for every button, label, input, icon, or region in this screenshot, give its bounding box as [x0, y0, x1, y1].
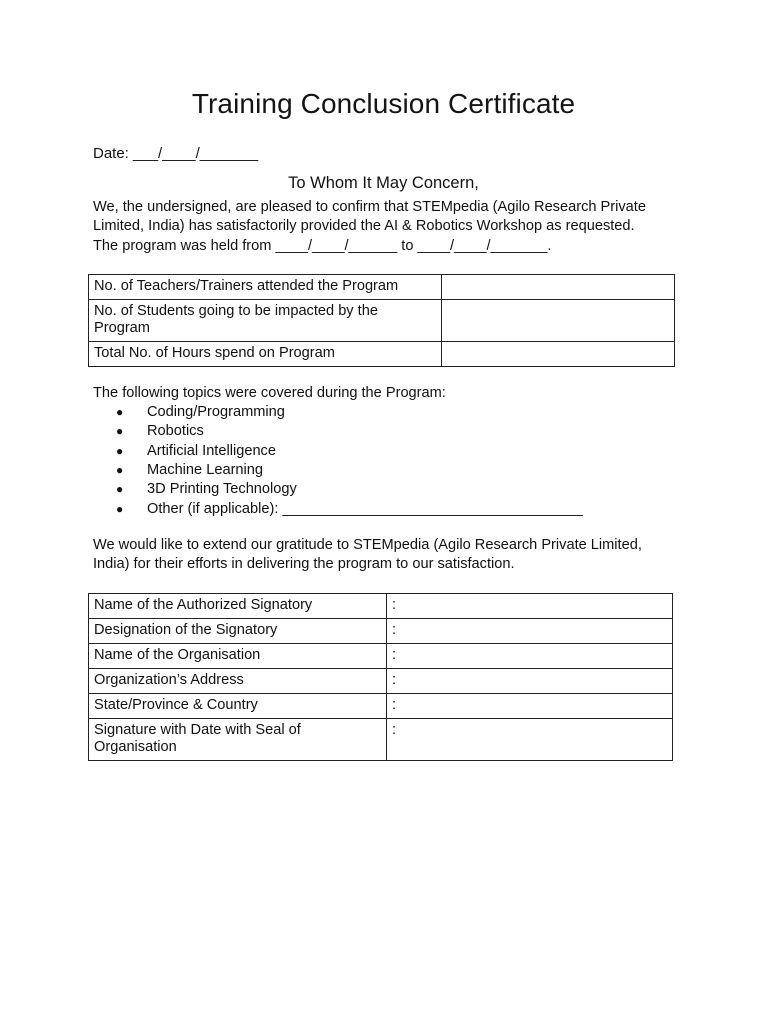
bullet-icon: ●	[116, 482, 124, 497]
bullet-icon: ●	[116, 405, 124, 420]
stats-label-teachers: No. of Teachers/Trainers attended the Program	[89, 274, 442, 299]
gratitude-line: India) for their efforts in delivering the program to our satisfaction.	[93, 556, 515, 573]
list-item	[93, 480, 674, 499]
intro-paragraph	[93, 198, 674, 256]
list-item	[93, 442, 674, 461]
bullet-icon: ●	[116, 443, 124, 458]
program-stats-table	[88, 274, 675, 367]
signatory-value-address[interactable]: :	[387, 668, 673, 693]
signatory-label-address: Organization’s Address	[89, 668, 387, 693]
intro-line: We, the undersigned, are pleased to confirm that STEMpedia (Agilo Research Private	[93, 199, 646, 215]
topic-label: 3D Printing Technology	[147, 481, 297, 498]
stats-label-hours: Total No. of Hours spend on Program	[89, 341, 442, 366]
list-item	[93, 422, 674, 441]
signatory-value-name[interactable]: :	[387, 593, 673, 618]
certificate-title: Training Conclusion Certificate	[191, 88, 576, 119]
list-item	[93, 500, 674, 519]
date-line: Date: ___/____/_______	[93, 145, 259, 162]
table-row	[89, 299, 675, 341]
table-row	[89, 643, 673, 668]
signatory-value-organisation[interactable]: :	[387, 643, 673, 668]
topic-label: Machine Learning	[147, 462, 264, 479]
stats-value-teachers[interactable]	[442, 274, 675, 299]
topic-label: Other (if applicable): _____________________________________	[147, 500, 583, 517]
signatory-label-organisation: Name of the Organisation	[89, 643, 387, 668]
table-row	[89, 593, 673, 618]
table-row	[89, 341, 675, 366]
stats-value-students[interactable]	[442, 299, 675, 341]
topic-label: Coding/Programming	[147, 404, 285, 421]
stats-value-hours[interactable]	[442, 341, 675, 366]
signatory-value-state-country[interactable]: :	[387, 693, 673, 718]
topics-intro: The following topics were covered during the Program:	[93, 384, 446, 401]
table-row	[89, 718, 673, 760]
topic-label: Robotics	[147, 423, 204, 440]
intro-line: Limited, India) has satisfactorily provided the AI & Robotics Workshop as requested.	[93, 218, 635, 235]
signatory-label-designation: Designation of the Signatory	[89, 618, 387, 643]
list-item	[93, 403, 674, 422]
salutation: To Whom It May Concern,	[288, 174, 479, 192]
signatory-label-state-country: State/Province & Country	[89, 693, 387, 718]
signatory-label-signature: Signature with Date with Seal of Organisation	[89, 718, 387, 760]
table-row	[89, 618, 673, 643]
signatory-label-name: Name of the Authorized Signatory	[89, 593, 387, 618]
bullet-icon: ●	[116, 463, 124, 478]
bullet-icon: ●	[116, 501, 124, 516]
bullet-icon: ●	[116, 424, 124, 439]
signatory-value-signature[interactable]: :	[387, 718, 673, 760]
gratitude-line: We would like to extend our gratitude to STEMpedia (Agilo Research Private Limited,	[93, 536, 642, 553]
gratitude-paragraph	[93, 536, 674, 575]
table-row	[89, 274, 675, 299]
intro-line: The program was held from ____/____/______ to ____/____/_______.	[93, 237, 552, 254]
signatory-value-designation[interactable]: :	[387, 618, 673, 643]
topics-list	[93, 403, 674, 519]
table-row	[89, 668, 673, 693]
list-item	[93, 461, 674, 480]
stats-label-students: No. of Students going to be impacted by the Program	[89, 299, 442, 341]
topic-label: Artificial Intelligence	[147, 442, 276, 459]
signatory-table	[88, 593, 673, 761]
table-row	[89, 693, 673, 718]
